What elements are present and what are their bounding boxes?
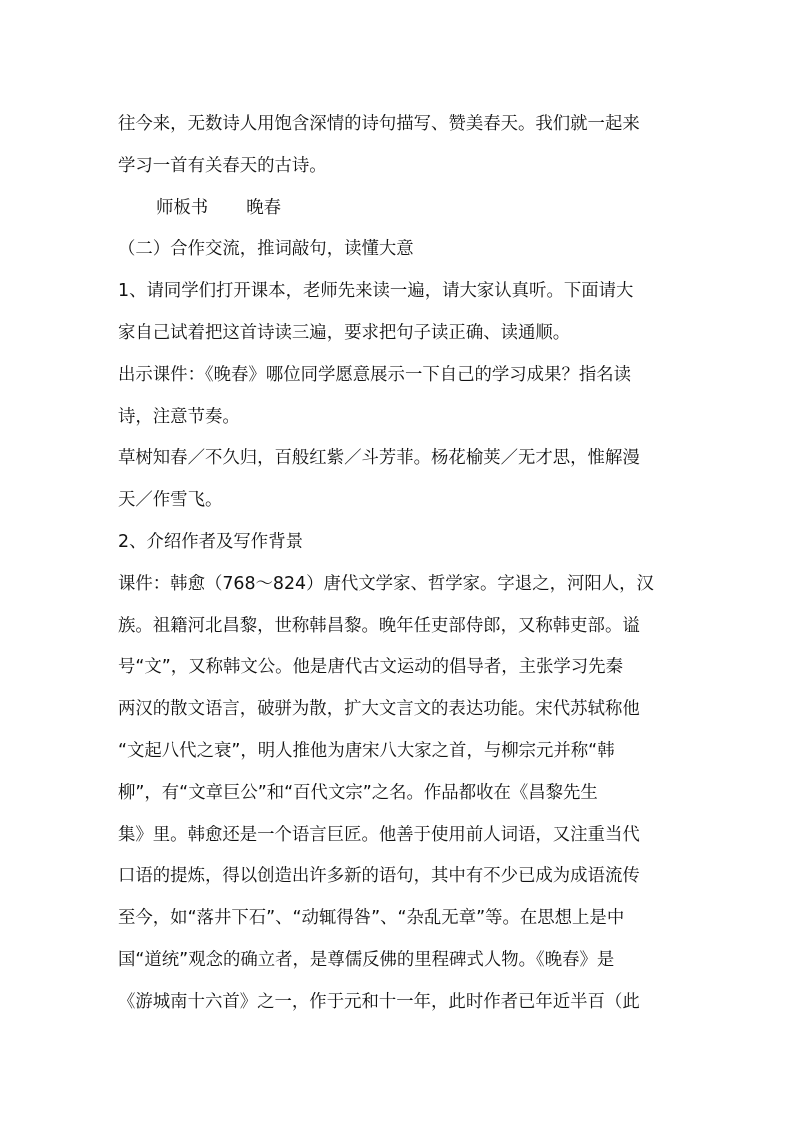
body-line: “文起八代之衰”，明人推他为唐宋八大家之首，与柳宗元并称“韩 [118, 740, 615, 761]
board-label: 师板书 [156, 197, 209, 218]
board-title: 晚春 [246, 197, 281, 218]
body-line: 课件：韩愈（768～824）唐代文学家、哲学家。字退之，河阳人，汉 [118, 573, 654, 594]
poem-line: 草树知春／不久归，百般红紫／斗芳菲。杨花榆荚／无才思，惟解漫 [118, 448, 640, 469]
body-line: 两汉的散文语言，破骈为散，扩大文言文的表达功能。宋代苏轼称他 [118, 699, 640, 720]
body-line: 柳”，有“文章巨公”和“百代文宗”之名。作品都收在《昌黎先生 [118, 782, 598, 803]
body-line: 号“文”，又称韩文公。他是唐代古文运动的倡导者，主张学习先秦 [118, 657, 623, 678]
poem-line: 天／作雪飞。 [118, 490, 223, 511]
body-line: 家自己试着把这首诗读三遍，要求把句子读正确、读通顺。 [118, 322, 571, 343]
body-line: 出示课件：《晚春》哪位同学愿意展示一下自己的学习成果？指名读 [118, 364, 632, 385]
body-line: 集》里。韩愈还是一个语言巨匠。他善于使用前人词语，又注重当代 [118, 824, 640, 845]
body-line: 往今来，无数诗人用饱含深情的诗句描写、赞美春天。我们就一起来 [118, 114, 640, 134]
body-line: 1、请同学们打开课本，老师先来读一遍，请大家认真听。下面请大 [118, 281, 634, 302]
body-line: 国“道统”观念的确立者，是尊儒反佛的里程碑式人物。《晚春》是 [118, 949, 615, 970]
body-line: 《游城南十六首》之一，作于元和十一年，此时作者已年近半百（此 [118, 991, 640, 1012]
body-line: 学习一首有关春天的古诗。 [118, 155, 327, 176]
body-line: 至今，如“落井下石”、“动辄得咎”、“杂乱无章”等。在思想上是中 [118, 908, 625, 929]
body-line: 诗，注意节奏。 [118, 406, 240, 427]
board-line [118, 188, 684, 230]
document-body [118, 104, 684, 1024]
section-heading: （二）合作交流，推词敲句，读懂大意 [118, 239, 414, 260]
section-heading: 2、介绍作者及写作背景 [118, 531, 303, 552]
body-line: 族。祖籍河北昌黎，世称韩昌黎。晚年任吏部侍郎，又称韩吏部。谥 [118, 615, 640, 636]
body-line: 口语的提炼，得以创造出许多新的语句，其中有不少已成为成语流传 [118, 866, 640, 887]
